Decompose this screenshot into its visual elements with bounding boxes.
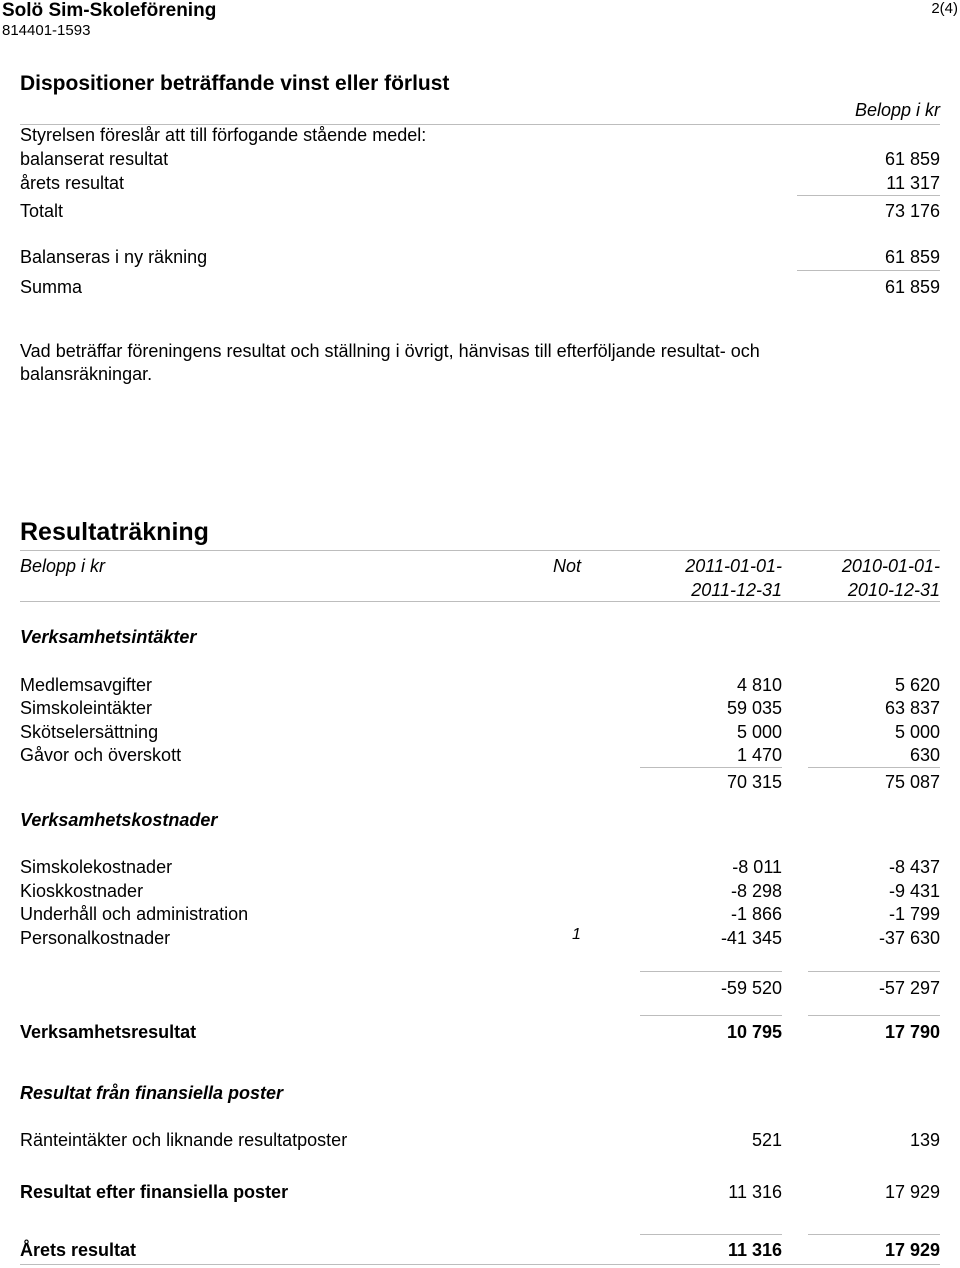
subtotal-divider (640, 767, 782, 768)
column-header-previous-start: 2010-01-01- (841, 556, 940, 576)
operating-result-current: 10 795 (726, 1022, 782, 1042)
organization-number: 814401-1593 (2, 22, 91, 39)
cost-total-current: -59 520 (720, 978, 782, 998)
operating-result-previous: 17 790 (884, 1022, 940, 1042)
table-row-current: -8 298 (730, 881, 782, 901)
table-row-current: 4 810 (736, 675, 782, 695)
dispositions-intro: Styrelsen föreslår att till förfogande stående medel: (20, 125, 427, 145)
result-after-financial-current: 11 316 (728, 1182, 782, 1202)
page-number: 2(4) (931, 0, 958, 17)
note-reference: 1 (572, 926, 581, 943)
subtotal-divider (797, 270, 940, 271)
dispositions-amount-header: Belopp i kr (854, 100, 940, 120)
income-statement-title: Resultaträkning (20, 518, 209, 546)
result-after-financial-label: Resultat efter finansiella poster (20, 1182, 289, 1202)
table-row-previous: -8 437 (888, 857, 940, 877)
column-header-previous-end: 2010-12-31 (847, 580, 940, 600)
section-heading-financial: Resultat från finansiella poster (20, 1083, 284, 1103)
column-header-note: Not (553, 556, 582, 576)
table-row-previous: -37 630 (878, 928, 940, 948)
table-row-current: -1 866 (730, 904, 782, 924)
table-row-previous: 630 (909, 745, 940, 765)
table-row-previous: 63 837 (884, 698, 940, 718)
table-row-current: 59 035 (726, 698, 782, 718)
table-row-previous: 5 000 (894, 722, 940, 742)
column-header-label: Belopp i kr (20, 556, 106, 576)
table-row-previous: -1 799 (888, 904, 940, 924)
table-row-label: Simskoleintäkter (20, 698, 153, 718)
row-value: 61 859 (884, 149, 940, 169)
table-row-previous: 5 620 (894, 675, 940, 695)
divider (20, 1264, 940, 1265)
year-result-previous: 17 929 (884, 1240, 940, 1260)
divider (20, 550, 940, 551)
row-value: 73 176 (884, 201, 940, 221)
subtotal-divider (640, 1234, 782, 1235)
table-row-current: -41 345 (720, 928, 782, 948)
table-row-current: 1 470 (736, 745, 782, 765)
table-row-current: 521 (751, 1130, 782, 1150)
row-label: balanserat resultat (20, 149, 169, 169)
table-row-label: Underhåll och administration (20, 904, 249, 924)
section-heading-revenue: Verksamhetsintäkter (20, 627, 197, 647)
row-value: 61 859 (884, 277, 940, 297)
dispositions-title: Dispositioner beträffande vinst eller förlust (20, 72, 450, 95)
subtotal-divider (808, 1234, 940, 1235)
table-row-label: Ränteintäkter och liknande resultatposter (20, 1130, 348, 1150)
table-row-current: -8 011 (732, 857, 782, 877)
table-row-label: Personalkostnader (20, 928, 171, 948)
year-result-label: Årets resultat (20, 1240, 137, 1260)
row-label: årets resultat (20, 173, 125, 193)
divider (20, 601, 940, 602)
year-result-current: 11 316 (727, 1240, 782, 1260)
subtotal-divider (808, 767, 940, 768)
organization-name: Solö Sim-Skoleförening (2, 0, 217, 21)
revenue-total-current: 70 315 (726, 772, 782, 792)
column-header-current-end: 2011-12-31 (691, 580, 782, 600)
table-row-label: Simskolekostnader (20, 857, 173, 877)
table-row-current: 5 000 (736, 722, 782, 742)
subtotal-divider (797, 195, 940, 196)
subtotal-divider (640, 971, 782, 972)
table-row-label: Kioskkostnader (20, 881, 144, 901)
row-label: Balanseras i ny räkning (20, 247, 208, 267)
cost-total-previous: -57 297 (878, 978, 940, 998)
table-row-previous: 139 (909, 1130, 940, 1150)
revenue-total-previous: 75 087 (884, 772, 940, 792)
row-value: 11 317 (886, 173, 940, 193)
subtotal-divider (808, 971, 940, 972)
subtotal-divider (640, 1015, 782, 1016)
table-row-label: Medlemsavgifter (20, 675, 153, 695)
dispositions-note-line2: balansräkningar. (20, 364, 153, 384)
row-label: Totalt (20, 201, 64, 221)
table-row-label: Gåvor och överskott (20, 745, 182, 765)
dispositions-note-line1: Vad beträffar föreningens resultat och ställning i övrigt, hänvisas till efterföljande resultat- och (20, 341, 760, 361)
column-header-current-start: 2011-01-01- (685, 556, 782, 576)
subtotal-divider (808, 1015, 940, 1016)
table-row-previous: -9 431 (888, 881, 940, 901)
operating-result-label: Verksamhetsresultat (20, 1022, 197, 1042)
table-row-label: Skötselersättning (20, 722, 159, 742)
row-value: 61 859 (884, 247, 940, 267)
section-heading-costs: Verksamhetskostnader (20, 810, 218, 830)
result-after-financial-previous: 17 929 (884, 1182, 940, 1202)
row-label: Summa (20, 277, 83, 297)
